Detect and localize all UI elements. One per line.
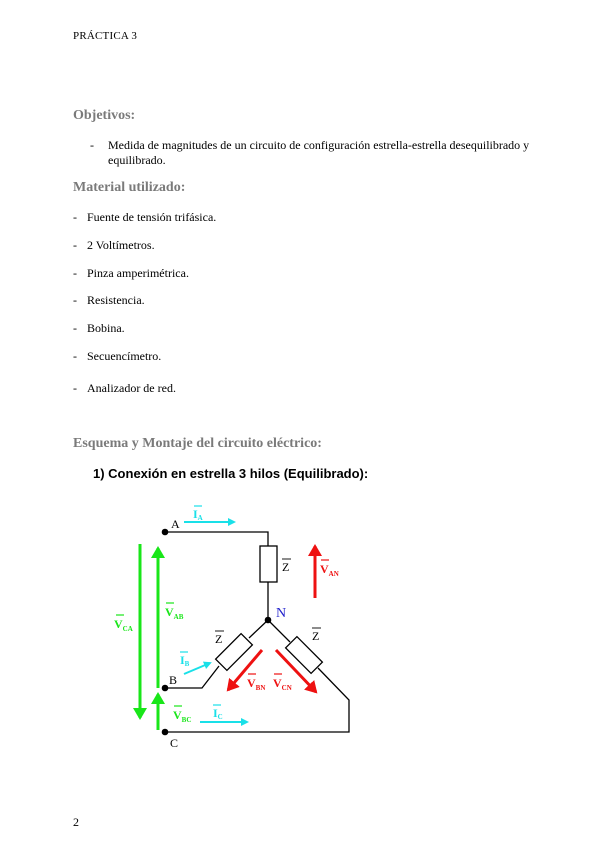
bullet-dash: - [73, 321, 77, 335]
page-header: PRÁCTICA 3 [73, 30, 138, 42]
material-item-text: Pinza amperimétrica. [87, 266, 189, 280]
current-b-label: IB [180, 653, 190, 668]
section-subtitle: 1) Conexión en estrella 3 hilos (Equilibrado): [93, 466, 369, 481]
impedance-a-label: Z [282, 560, 290, 574]
page-number: 2 [73, 815, 79, 829]
impedance-a-resistor [260, 546, 277, 582]
impedance-b-label: Z [215, 632, 223, 646]
bullet-dash: - [73, 293, 77, 307]
bullet-dash: - [73, 210, 77, 224]
voltage-ab-label: $V_{AB}$ [165, 605, 184, 621]
voltage-ca-label: $V_{CA}$ [114, 617, 133, 633]
objetivo-text: Medida de magnitudes de un circuito de configuración estrella-estrella desequilibrado y equilibrado. [108, 138, 530, 167]
wire-n-left [249, 620, 268, 638]
current-c-label: IC [213, 706, 223, 721]
material-item-text: Fuente de tensión trifásica. [87, 210, 217, 224]
material-item-text: 2 Voltímetros. [87, 238, 155, 252]
bullet-dash: - [73, 238, 77, 252]
wire-a [165, 532, 268, 546]
bullet-dash: - [73, 266, 77, 280]
bullet-dash: - [73, 381, 77, 395]
voltage-bn-label: $V_{BN}$ [247, 676, 266, 692]
wire-n-right [268, 620, 290, 642]
terminal-c-dot [162, 729, 169, 736]
terminal-b-dot [162, 685, 169, 692]
neutral-dot [265, 617, 272, 624]
node-b-label: B [169, 673, 178, 687]
bullet-dash: - [73, 349, 77, 363]
impedance-c-label: Z [312, 629, 320, 643]
material-item-text: Bobina. [87, 321, 125, 335]
material-heading: Material utilizado: [73, 180, 186, 195]
node-n-label: N [276, 606, 287, 621]
objetivos-heading: Objetivos: [73, 108, 136, 123]
node-a-label: A [171, 517, 180, 531]
esquema-heading: Esquema y Montaje del circuito eléctrico: [73, 436, 322, 451]
material-item-text: Analizador de red. [87, 381, 176, 395]
material-item-text: Resistencia. [87, 293, 145, 307]
voltage-cn-label: $V_{CN}$ [273, 676, 292, 692]
current-a-label: IA [193, 507, 203, 522]
voltage-bc-label: $V_{BC}$ [173, 708, 192, 724]
node-c-label: C [170, 736, 179, 750]
wire-c [165, 668, 349, 732]
terminal-a-dot [162, 529, 169, 536]
material-item-text: Secuencímetro. [87, 349, 162, 363]
voltage-an-label: $V_{AN}$ [320, 562, 339, 578]
bullet-dash: - [90, 138, 94, 152]
